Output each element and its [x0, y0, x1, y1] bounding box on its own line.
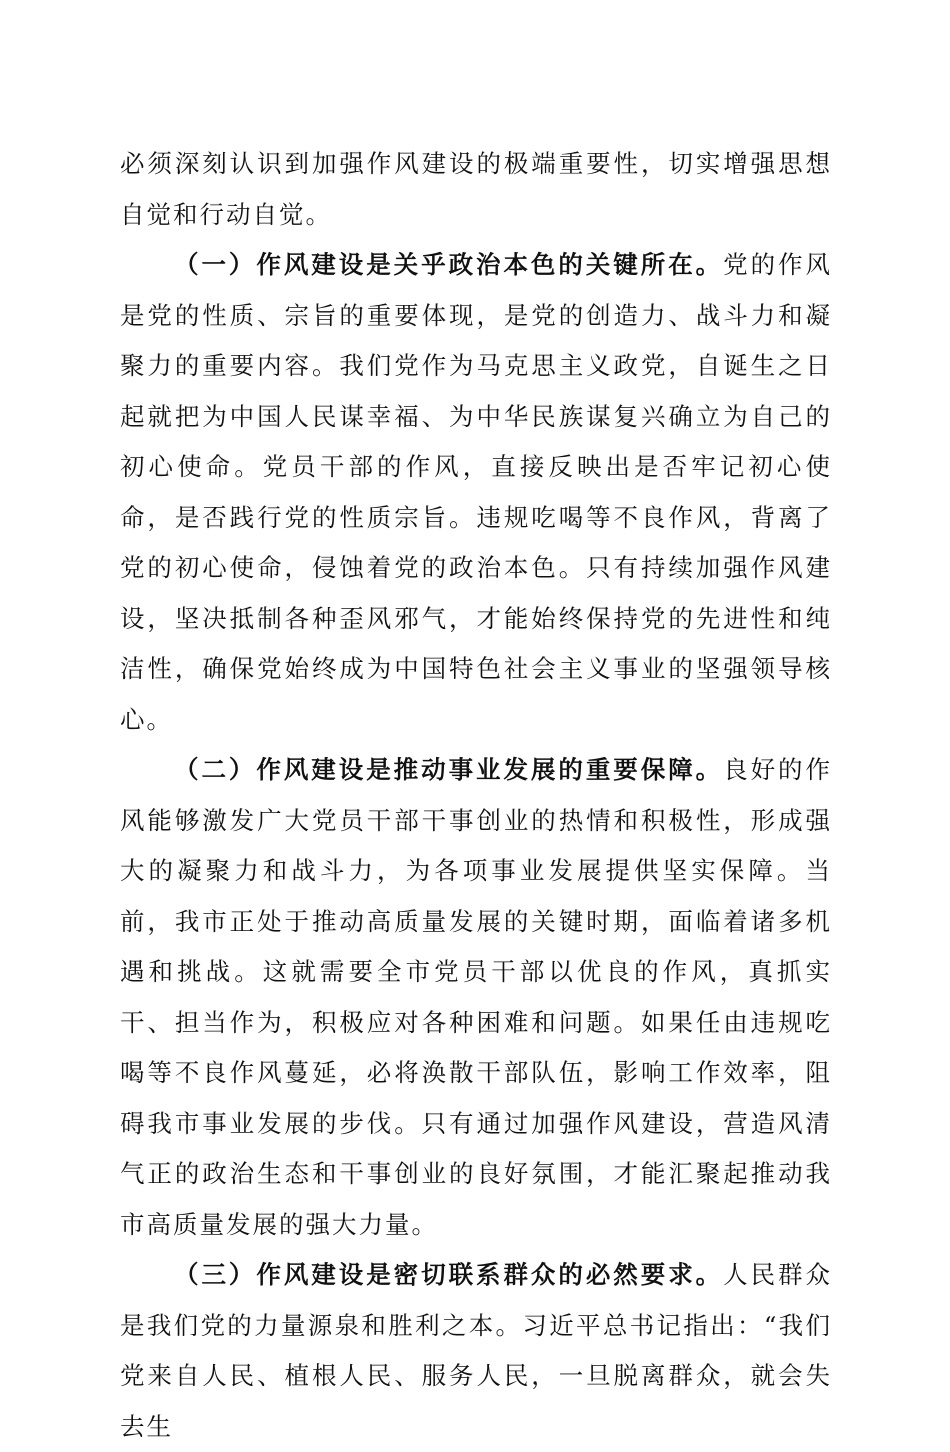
- paragraph-section-2: [120, 745, 832, 1250]
- paragraph-section-1: [120, 240, 832, 745]
- paragraph-section-3: [120, 1250, 832, 1452]
- section-heading: （三）作风建设是密切联系群众的必然要求。: [174, 1260, 724, 1289]
- paragraph-text: 人民群众是我们党的力量源泉和胜利之本。习近平总书记指出：“我们党来自人民、植根人民、服务人民，一旦脱离群众，就会失去生: [120, 1260, 833, 1441]
- paragraph-text: 必须深刻认识到加强作风建设的极端重要性，切实增强思想自觉和行动自觉。: [120, 149, 832, 229]
- section-heading: （一）作风建设是关乎政治本色的关键所在。: [174, 250, 724, 279]
- section-heading: （二）作风建设是推动事业发展的重要保障。: [174, 755, 724, 784]
- paragraph-intro: [120, 139, 832, 240]
- document-body: [120, 139, 832, 1452]
- paragraph-text: 党的作风是党的性质、宗旨的重要体现，是党的创造力、战斗力和凝聚力的重要内容。我们党作为马克思主义政党，自诞生之日起就把为中国人民谋幸福、为中华民族谋复兴确立为自己的初心使命。党员干部的作风，直接反映出是否牢记初心使命，是否践行党的性质宗旨。违规吃喝等不良作风，背离了党的初心使命，侵蚀着党的政治本色。只有持续加强作风建设，坚决抵制各种歪风邪气，才能始终保持党的先进性和纯洁性，确保党始终成为中国特色社会主义事业的坚强领导核心。: [120, 250, 833, 734]
- paragraph-text: 良好的作风能够激发广大党员干部干事创业的热情和积极性，形成强大的凝聚力和战斗力，为各项事业发展提供坚实保障。当前，我市正处于推动高质量发展的关键时期，面临着诸多机遇和挑战。这就需要全市党员干部以优良的作风，真抓实干、担当作为，积极应对各种困难和问题。如果任由违规吃喝等不良作风蔓延，必将涣散干部队伍，影响工作效率，阻碍我市事业发展的步伐。只有通过加强作风建设，营造风清气正的政治生态和干事创业的良好氛围，才能汇聚起推动我市高质量发展的强大力量。: [120, 755, 833, 1239]
